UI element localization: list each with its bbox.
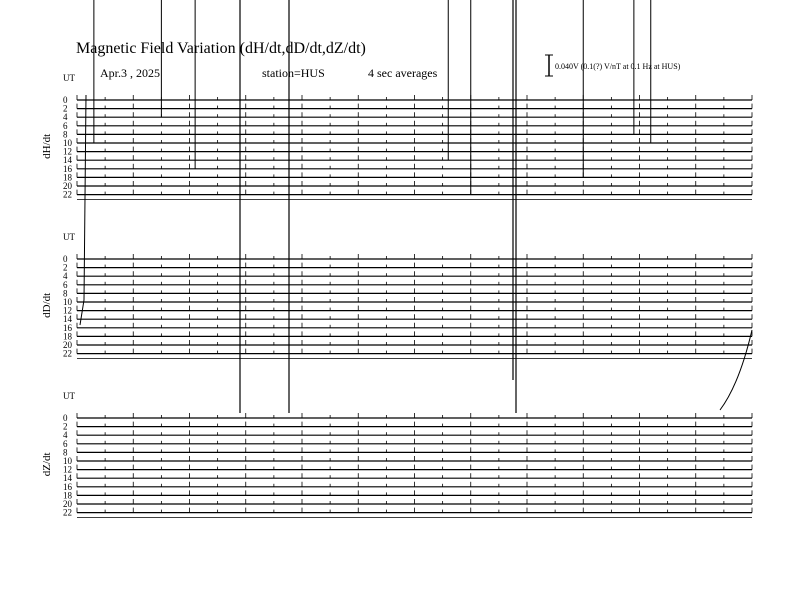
ut-tick-label: 0 xyxy=(63,254,68,264)
trace-curve xyxy=(80,95,86,325)
ut-tick-label: 6 xyxy=(63,279,68,290)
ut-tick-label: 14 xyxy=(63,314,72,325)
ut-tick-label: 22 xyxy=(63,189,72,200)
ut-label: UT xyxy=(63,73,75,83)
panel-ylabel: dD/dt xyxy=(41,292,53,318)
ut-tick-label: 6 xyxy=(63,120,68,131)
ut-tick-label: 0 xyxy=(63,95,68,105)
ut-tick-label: 18 xyxy=(63,490,72,501)
ut-label: UT xyxy=(63,391,75,401)
averages-label: 4 sec averages xyxy=(368,66,438,80)
chart-date: Apr.3 , 2025 xyxy=(100,66,160,80)
panel-ylabel: dZ/dt xyxy=(41,452,53,477)
station-label: station=HUS xyxy=(262,66,325,80)
ut-tick-label: 20 xyxy=(63,340,72,350)
panel-dD-dt xyxy=(41,232,752,359)
ut-tick-label: 2 xyxy=(63,103,68,114)
trace-curve xyxy=(720,330,752,410)
ut-tick-label: 10 xyxy=(63,456,72,466)
panel-dZ-dt xyxy=(41,391,752,518)
ut-tick-label: 10 xyxy=(63,138,72,148)
panel-dH-dt xyxy=(41,73,752,200)
ut-tick-label: 14 xyxy=(63,473,72,484)
ut-tick-label: 18 xyxy=(63,172,72,183)
chart-title: Magnetic Field Variation (dH/dt,dD/dt,dZ/dt) xyxy=(76,40,366,57)
ut-tick-label: 14 xyxy=(63,155,72,166)
ut-tick-label: 20 xyxy=(63,181,72,191)
ut-tick-label: 16 xyxy=(63,163,72,174)
ut-tick-label: 4 xyxy=(63,430,68,441)
ut-tick-label: 4 xyxy=(63,112,68,123)
ut-tick-label: 2 xyxy=(63,262,68,273)
ut-tick-label: 10 xyxy=(63,297,72,307)
ut-tick-label: 20 xyxy=(63,499,72,509)
ut-tick-label: 16 xyxy=(63,481,72,492)
ut-tick-label: 8 xyxy=(63,288,68,299)
ut-label: UT xyxy=(63,232,75,242)
ut-tick-label: 8 xyxy=(63,129,68,140)
scale-note: 0.040V (0.1(?) V/nT at 0.1 Hz at HUS) xyxy=(555,62,681,71)
ut-tick-label: 4 xyxy=(63,271,68,282)
ut-tick-label: 6 xyxy=(63,438,68,449)
ut-tick-label: 12 xyxy=(63,464,72,475)
scale-bar xyxy=(545,55,553,76)
ut-tick-label: 2 xyxy=(63,421,68,432)
ut-tick-label: 12 xyxy=(63,146,72,157)
ut-tick-label: 8 xyxy=(63,447,68,458)
ut-tick-label: 0 xyxy=(63,413,68,423)
panel-ylabel: dH/dt xyxy=(41,133,53,159)
ut-tick-label: 22 xyxy=(63,507,72,518)
ut-tick-label: 18 xyxy=(63,331,72,342)
ut-tick-label: 16 xyxy=(63,322,72,333)
ut-tick-label: 12 xyxy=(63,305,72,316)
ut-tick-label: 22 xyxy=(63,348,72,359)
